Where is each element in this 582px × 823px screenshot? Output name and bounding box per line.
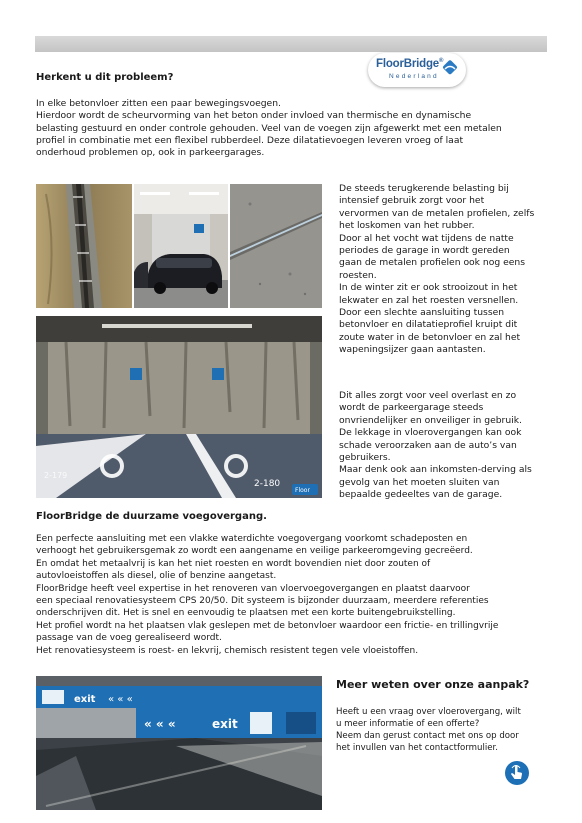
- side-line: wapeningsijzer gaan aantasten.: [339, 344, 486, 356]
- cta-line: Neem dan gerust contact met ons op door: [336, 731, 519, 741]
- photo-badge: Floor: [295, 487, 310, 494]
- side-line: het loskomen van het rubber.: [339, 220, 475, 232]
- photo-concrete-joint: [230, 184, 322, 308]
- contact-form-button[interactable]: [505, 761, 529, 785]
- side-line: In de winter zit er ook strooizout in het: [339, 282, 518, 294]
- cta-line: Heeft u een vraag over vloerovergang, wilt: [336, 707, 521, 717]
- exit-sign-text-1: exit: [74, 694, 96, 705]
- cta-line: u meer informatie of een offerte?: [336, 719, 480, 729]
- solution-paragraph: [36, 533, 556, 657]
- side-line: Maar denk ook aan inkomsten-derving als: [339, 464, 532, 476]
- intro-line: In elke betonvloer zitten een paar bewegingsvoegen.: [36, 98, 281, 109]
- solution-line: verhoogt het gebruikersgemak zo wordt een aangename en veilige parkeeromgeving gecreëerd.: [36, 546, 473, 557]
- intro-line: belasting gestuurd en onder controle gehouden. Veel van de voegen zijn afgewerkt met een metalen: [36, 122, 502, 134]
- side-line: gevolg van het moeten sluiten van: [339, 476, 500, 488]
- header-bar: [35, 36, 547, 52]
- arrow-sign-2: « « «: [144, 717, 176, 731]
- side-line: schade veroorzaken aan de auto’s van: [339, 439, 517, 451]
- parking-space-code-1: 2-179: [44, 471, 68, 480]
- side-line: onvriendelijker en onveiliger in gebruik.: [339, 414, 522, 426]
- side-line: gebruikers.: [339, 452, 391, 464]
- logo-bridge-icon: [442, 60, 458, 76]
- side-line: Door al het vocht wat tijdens de natte: [339, 232, 514, 244]
- section-title-problem: Herkent u dit probleem?: [36, 72, 174, 83]
- side-line: Dit alles zorgt voor veel overlast en zo: [339, 390, 517, 401]
- side-line: roesten.: [339, 269, 377, 281]
- solution-line: Een perfecte aansluiting met een vlakke waterdichte voegovergang voorkomt schadeposten en: [36, 534, 468, 544]
- section-title-solution: FloorBridge de duurzame voegovergang.: [36, 511, 267, 522]
- intro-paragraph: [36, 98, 556, 159]
- solution-line: Het renovatiesysteem is roest- en lekvrij, chemisch resistent tegen vele vloeistoffen.: [36, 645, 419, 656]
- logo-name: FloorBridge: [376, 58, 439, 70]
- solution-line: Het profiel wordt na het plaatsen vlak geslepen met de betonvloer waardoor een frictie- en trillingvrije: [36, 620, 499, 631]
- solution-line: FloorBridge heeft veel expertise in het renoveren van vloervoegovergangen en plaatst daarvoor: [36, 583, 470, 594]
- side-line: gaan de metalen profielen ook nog eens: [339, 257, 526, 269]
- cta-text: [336, 706, 551, 754]
- solution-line: passage van de voeg gerealiseerd wordt.: [36, 633, 222, 644]
- hand-pointer-icon: [505, 761, 529, 785]
- solution-line: onderschrijven dit. Het is snel en eenvoudig te plaatsen met een korte buitengebruikstelling.: [36, 608, 456, 619]
- side-line: wordt de parkeergarage steeds: [339, 402, 484, 414]
- side-line: lekwater en zal het roesten versnellen.: [339, 294, 519, 306]
- intro-line: profiel in combinatie met een flexibel rubberdeel. Deze dilatatievoegen leveren vroeg of laat: [36, 134, 464, 146]
- side-line: betonvloer en dilatatieprofiel kruipt dit: [339, 319, 518, 331]
- side-line: periodes de garage in wordt gereden: [339, 245, 510, 257]
- exit-sign-text-2: exit: [212, 717, 238, 731]
- parking-space-code-2: 2-180: [254, 479, 281, 489]
- side-line: vervormen van de metalen profielen, zelfs: [339, 207, 535, 219]
- photo-exit-ramp: [36, 676, 322, 810]
- cta-title: Meer weten over onze aanpak?: [336, 678, 530, 691]
- side-line: bepaalde gedeeltes van de garage.: [339, 489, 503, 501]
- arrow-sign-1: « « «: [108, 694, 133, 705]
- problem-description-1: [339, 183, 554, 357]
- intro-line: Hierdoor wordt de scheurvorming van het beton onder invloed van thermische en dynamische: [36, 110, 472, 122]
- side-line: De steeds terugkerende belasting bij: [339, 183, 509, 194]
- photo-disabled-parking: [36, 316, 322, 498]
- floorbridge-logo[interactable]: [368, 53, 466, 87]
- side-line: De lekkage in vloerovergangen kan ook: [339, 427, 522, 439]
- side-line: Door een slechte aansluiting tussen: [339, 307, 505, 319]
- solution-line: een speciaal renovatiesysteem CPS 20/50. Dit systeem is bijzonder duurzaam, meerdere referenties: [36, 596, 489, 607]
- logo-reg: ®: [438, 58, 444, 65]
- photo-garage-cars: [134, 184, 228, 308]
- cta-line: het invullen van het contactformulier.: [336, 743, 498, 753]
- solution-line: En omdat het metaalvrij is kan het niet roesten en wordt bovendien niet door zouten of: [36, 558, 431, 569]
- side-line: intensief gebruik zorgt voor het: [339, 195, 485, 207]
- logo-subtitle: Nederland: [389, 73, 439, 80]
- problem-description-2: [339, 390, 554, 502]
- side-line: zoute water in de betonvloer en zal het: [339, 331, 521, 343]
- intro-line: onderhoud problemen op, ook in parkeergarages.: [36, 147, 265, 159]
- photo-rusted-joint: [36, 184, 132, 308]
- solution-line: autovloeistoffen als diesel, olie of benzine aangetast.: [36, 571, 277, 582]
